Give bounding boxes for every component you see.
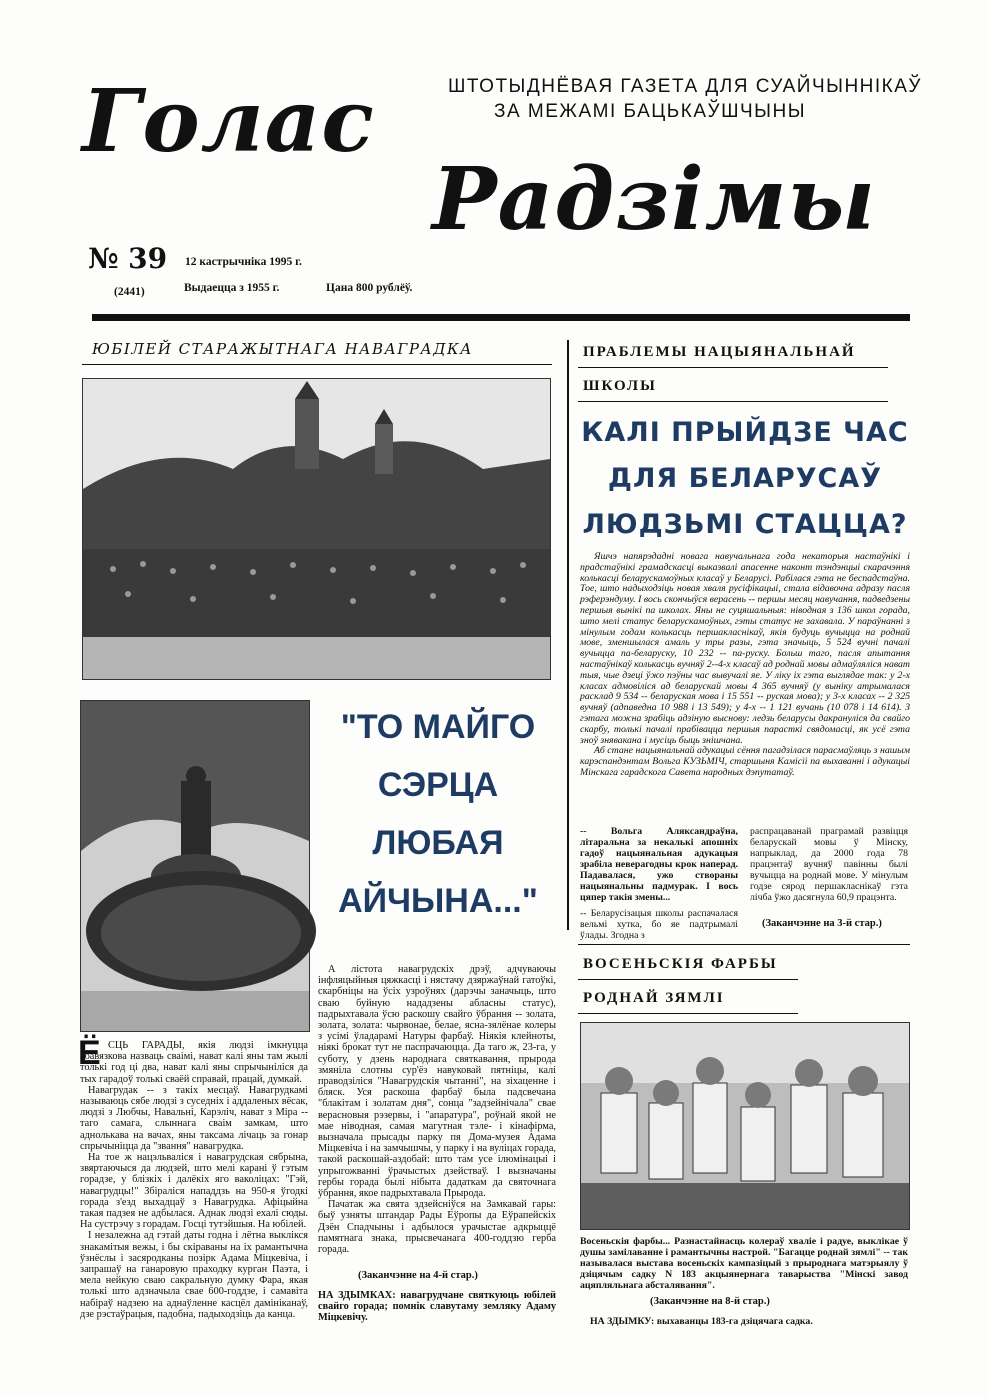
headline-native-land bbox=[318, 698, 558, 930]
interview-question: -- Вольга Аляксандраўна, літаральна за некалькі апошніх гадоў нацыянальная адукацыя зрабіла неверагодны крок наперад. Падавалася, ужо створаны нацыянальны падмурак. І вось цяпер такія змены... bbox=[580, 826, 738, 903]
headline-line-2: СЭРЦА bbox=[377, 766, 499, 804]
article-p3: На тое ж нацэльваліся і навагрудская сябрына, звяртаючыся да людзей, што мелі карані ў гэтым горадзе, у блізкіх і далёкіх яго ваколіцах: "Гэй, навагрудцы!" Збіраліся нападдзь на 950-я ўгодкі горада з'езд выхадцаў з Навагрудка. Афіцыйна такая падзея не адбылася. Аднак людзі ехалі сюды. На сустрэчу з горадам. Госці тутэйшыя. На юбілей. bbox=[80, 1152, 308, 1231]
photo-mickiewicz-monument bbox=[80, 700, 310, 1032]
school-lead-p1: Яшчэ напярэдадні новага навучальнага года некаторыя настаўнікі і прадстаўнікі грамадскасці выказвалі апасенне наконт тэндэнцыі скарачэння колькасці беларускамоўных класаў у Беларусі. Рабілася гэта не беспадстаўна. Тое, што надыходзіць новая хваля русіфікацыі, стала відавочна адразу пасля рэферэндуму. І вось скончыўся верасень -- першы месяц навучання, падведзены першыя вынікі па школах. Яны не суцяшальныя: ніводная з 136 школ горада, што мелі статус беларускамоўных, гэты статус не захавала. У параўнанні з мінулым годам колькасць першакласнікаў, якія будуць вучыцца на роднай мове, зменшылася амаль у тры разы, гэта значыць, 5 524 вучні пачалі вучыцца па-беларуску, 10 232 -- па-руску. Больш таго, пасля апытання настаўнікаў колькасць вучняў 2--4-х класаў ад роднай мовы адмаўляліся нават тыя, чые дзеці ўжо пэўны час вывучалі яе. У ліку іх гэта выглядае так: у 2-х класах адмовіліся ад беларускай мовы 4 365 вучняў (у выніку атрымалася расклад 9 534 -- беларуская мова і 15 551 -- руская мова); у 3-х класах -- 2 325 вучняў (адпаведна 10 988 і 13 549); у 4-х -- 1 121 вучань (10 078 і 14 614). З гэтага можна зрабіць адзіную выснову: ледзь беларусы дакрануліся да свайго скарбу, толькі пачалі прабівацца першыя парасткі свядомасці, як усё гэта зноў знявакана і мусіць быць знішчана. bbox=[580, 551, 910, 746]
continuation-p3: (Заканчэнне на 3-й стар.) bbox=[762, 918, 882, 929]
article-p4: І незалежна ад гэтай даты годна і лётна выклікся знакамітыя вежы, і бы скіраваны на іх рамантычна ўзнёслы і засяродканы позірк Адама Міцкевіча, і запрашаў на ганаровую праходку курган Паэта, і мела нейкую сваю сакральную думку Фара, якая толькі што адзначыла свае 600-годдзе, і самавіта набіраў надзею на аднаўленне касцёл дамініканаў, дзе рэстаўрацыя, падобна, падыходзіць да канца. bbox=[80, 1230, 308, 1320]
column-divider bbox=[567, 340, 569, 930]
published-since: Выдаецца з 1955 г. bbox=[184, 282, 280, 294]
continuation-p8: (Заканчэнне на 8-й стар.) bbox=[650, 1296, 770, 1307]
photo-crowd-novogrudok bbox=[82, 378, 551, 680]
total-issue: (2441) bbox=[114, 286, 145, 298]
headline-school-2: ДЛЯ БЕЛАРУСАЎ bbox=[607, 463, 883, 494]
masthead-rule bbox=[92, 314, 910, 321]
rubric-school-rule-2 bbox=[578, 401, 888, 402]
rubric-autumn-2: РОДНАЙ ЗЯМЛІ bbox=[583, 990, 725, 1006]
dropcap: Ё bbox=[78, 1034, 101, 1072]
headline-line-4: АЙЧЫНА..." bbox=[338, 882, 538, 920]
article-col1 bbox=[80, 1040, 308, 1328]
interview-col2: распрацаванай праграмай развіцця беларускай мовы ў Мінску, напрыклад, да 2000 года 78 працэнтаў вучняў павінны былі вучыцца на роднай мове. У мінулым годзе сярод першакласнікаў гэта лічба ўжо дасягнула 60,9 працэнта. bbox=[750, 826, 908, 903]
article-intro: СЦЬ ГАРАДЫ, якія людзі імкнуцца абавязкова назваць сваімі, нават калі яны там жылі толькі год ці два, нават калі яны спрычыніліся да тых гарадоў толькі сваёй справай, працай, думкай. bbox=[80, 1040, 308, 1085]
interview-answer: -- Беларусізацыя школы распачалася вельмі хутка, бо яе падтрымалі ўлады. Згодна з bbox=[580, 908, 738, 941]
masthead-title-radzimy: Радзімы bbox=[432, 149, 877, 250]
article-p2: Навагрудак -- з такіх месцаў. Навагрудкамі называюць сябе людзі з суседніх і аддаленых вёсак, людзі з Любчы, Навальні, Карэліч, нават з Міра -- таго самага, слыннага сваім замкам, што аднолькава на вачах, яны таксама лічаць за гонар спрычыніцца да "звання" навагрудка. bbox=[80, 1084, 308, 1152]
headline-school-1: КАЛІ ПРЫЙДЗЕ ЧАС bbox=[581, 417, 909, 448]
article-col2-p1: А лістота навагрудскіх дрэў, адчуваючы інфляцыйныя цяжкасці і нястачу дзяржаўнай гатоўкі, скарбніцы на ўсіх узроўнях (дарэчы заначыць, што сваю буйную нададзены абласны статус), падрыхтавала ўсю раскошу свайго ўбрання -- золата, золата, золата: чырвонае, белае, ясна-зялёнае колеры з усімі ўладарамі Натуры фарбаў. Ніякія клейноты, ніякі брокат тут не паспрачаюцца. Да таго ж, 23-га, у суботу, у дзень народнага святкавання, прырода змяніла слотны сур'ёз навуковай пятніцы, калі праводзіліся "Навагрудскія чытанні", на зіхаценне і бляск. Уся раскоша фарбаў была падсвечана "блакітам і золатам дня", сонца "задзейнічала" свае верасновыя рэзервы, і "апаратура", роўнай якой не мае ніводная, самая магутная тэле- і кінафірма, вызначала прысады парку пя Дома-музея Адама Міцкевіча і на замчышчы, у парку і на вуліцах горада, такой раскошай-аздобай: што там усе ілюмінацыі і упрыгожванні ўрачыстых дзействаў. І вызначаны гербы горада былі нібыта дадаткам да святочнага ўбрання, якое падрыхтавала Прырода. bbox=[318, 964, 556, 1200]
autumn-top-rule bbox=[578, 944, 910, 945]
rubric-autumn-rule-2 bbox=[578, 1013, 798, 1014]
autumn-caption: Восеньскія фарбы... Разнастайнасць колераў хваліе і радуе, выклікае ў душы замілаванне і рамантычны настрой. "Багацце роднай зямлі" -- так называлася выстава восеньскіх кампазіцый з прыроднага матэрыялу ў дзіцячым садку N 183 акцыянернага таварыства "Мінскі завод ацяпляльнага абсталявання". bbox=[580, 1236, 908, 1291]
masthead-subtitle-2: ЗА МЕЖАМІ БАЦЬКАЎШЧЫНЫ bbox=[493, 101, 807, 122]
rubric-novogrudok: ЮБІЛЕЙ СТАРАЖЫТНАГА НАВАГРАДКА bbox=[92, 340, 473, 358]
headline-line-1: "ТО МАЙГО bbox=[340, 708, 536, 746]
rubric-school-rule-1 bbox=[578, 367, 888, 368]
masthead-title-golas: Голас bbox=[82, 71, 375, 172]
rubric-school-2: ШКОЛЫ bbox=[583, 378, 657, 394]
school-lead-p2: Аб стане нацыянальнай адукацыі сёння пагадзілася парасмаўляць з нашым карэспандэнтам Вольга КУЗЬМІЧ, старшыня Камісіі па выхаванні і адукацыі Мінскага гарадскога Савета народных дэпутатаў. bbox=[580, 745, 910, 778]
issue-number: № 39 bbox=[88, 242, 168, 275]
article-col2-p2: Пачатак жа свята здзейсніўся на Замкавай гары: быў узняты штандар Рады Еўропы да Еўрапейскіх Дзён Спадчыны і адбылося урачыстае адкрыццё памятнага знака, прысвечанага 400-годдзю герба горада. bbox=[318, 1199, 556, 1256]
rubric-underline bbox=[82, 364, 552, 365]
rubric-school-1: ПРАБЛЕМЫ НАЦЫЯНАЛЬНАЙ bbox=[583, 344, 856, 360]
price: Цана 800 рублёў. bbox=[326, 282, 413, 294]
headline-line-3: ЛЮБАЯ bbox=[372, 824, 504, 862]
autumn-photo-caption: НА ЗДЫМКУ: выхаванцы 183-га дзіцячага садка. bbox=[590, 1316, 813, 1327]
article-col2 bbox=[318, 964, 556, 1256]
headline-belarusians bbox=[580, 410, 910, 548]
issue-date: 12 кастрычніка 1995 г. bbox=[185, 256, 302, 268]
photo-kindergarten-children bbox=[580, 1022, 910, 1230]
school-lead bbox=[580, 552, 910, 808]
continuation-p4: (Заканчэнне на 4-й стар.) bbox=[358, 1270, 478, 1281]
rubric-autumn-1: ВОСЕНЬСКІЯ ФАРБЫ bbox=[583, 956, 778, 972]
masthead-subtitle-1: ШТОТЫДНЁВАЯ ГАЗЕТА ДЛЯ СУАЙЧЫННІКАЎ bbox=[448, 76, 922, 97]
headline-school-3: ЛЮДЗЬМІ СТАЦЦА? bbox=[582, 509, 908, 540]
rubric-autumn-rule-1 bbox=[578, 979, 798, 980]
caption-left: НА ЗДЫМКАХ: навагрудчане святкуюць юбілей свайго горада; помнік славутаму земляку Адаму Міцкевічу. bbox=[318, 1290, 556, 1324]
